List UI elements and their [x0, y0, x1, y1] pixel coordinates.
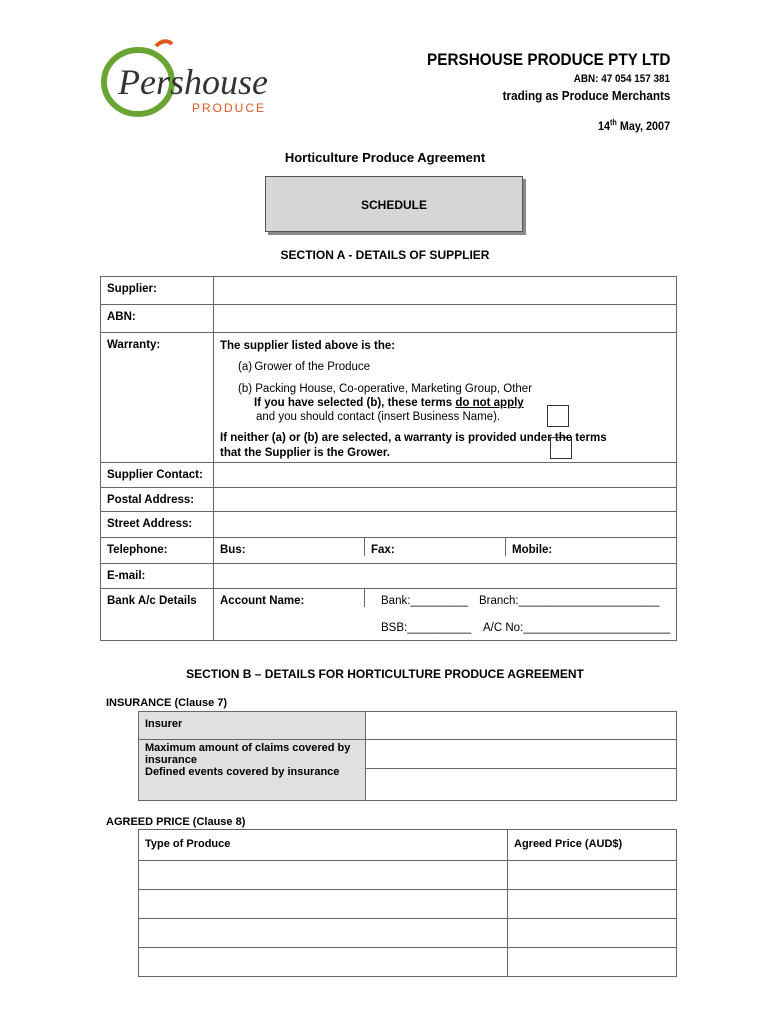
- insurer-field[interactable]: [366, 712, 677, 740]
- supplier-label: Supplier:: [101, 277, 214, 305]
- branch-field[interactable]: Branch:______________________: [479, 595, 660, 607]
- document-date: 14th May, 2007: [597, 118, 670, 133]
- postal-address-field[interactable]: [214, 488, 677, 512]
- supplier-contact-field[interactable]: [214, 463, 677, 488]
- street-address-label: Street Address:: [101, 512, 214, 538]
- logo-sub: PRODUCE: [192, 101, 267, 115]
- warranty-footer-2: that the Supplier is the Grower.: [220, 447, 390, 459]
- email-field[interactable]: [214, 564, 677, 589]
- email-label: E-mail:: [101, 564, 214, 589]
- option-a-label: (a) Grower of the Produce: [238, 361, 371, 373]
- account-name-field[interactable]: Account Name:: [214, 589, 365, 607]
- price-cell[interactable]: [508, 861, 677, 890]
- bank-field[interactable]: Bank:_________: [381, 595, 468, 607]
- section-b-title: SECTION B – DETAILS FOR HORTICULTURE PRODUCE AGREEMENT: [186, 667, 584, 681]
- price-cell[interactable]: [508, 890, 677, 919]
- supplier-field[interactable]: [214, 277, 677, 305]
- street-address-field[interactable]: [214, 512, 677, 538]
- price-cell[interactable]: [508, 919, 677, 948]
- telephone-label: Telephone:: [101, 538, 214, 564]
- produce-cell[interactable]: [139, 919, 508, 948]
- company-logo: [98, 38, 278, 124]
- defined-events-label: Defined events covered by insurance: [145, 766, 340, 778]
- produce-cell[interactable]: [139, 861, 508, 890]
- mobile-field[interactable]: Mobile:: [512, 544, 553, 556]
- warranty-intro: The supplier listed above is the:: [220, 340, 396, 352]
- supplier-contact-label: Supplier Contact:: [101, 463, 214, 488]
- logo-word: Pershouse: [118, 62, 268, 102]
- bank-details-label: Bank A/c Details: [101, 589, 214, 641]
- fax-field[interactable]: Fax:: [365, 538, 506, 556]
- produce-cell[interactable]: [139, 948, 508, 977]
- type-of-produce-header: Type of Produce: [139, 830, 508, 861]
- agreed-price-header: Agreed Price (AUD$): [508, 830, 677, 861]
- bus-field[interactable]: Bus:: [214, 538, 365, 556]
- price-cell[interactable]: [508, 948, 677, 977]
- bsb-field[interactable]: BSB:__________: [381, 622, 472, 634]
- supplier-details-table: [100, 276, 677, 641]
- insurance-details-fields: [366, 740, 677, 801]
- agreed-price-table: [138, 829, 677, 977]
- warranty-label: Warranty:: [101, 333, 214, 463]
- acno-field[interactable]: A/C No:_______________________: [483, 622, 671, 634]
- schedule-label: SCHEDULE: [360, 198, 427, 212]
- schedule-box: [265, 176, 523, 232]
- insurance-details-labels: [139, 740, 366, 801]
- telephone-cell: [214, 538, 677, 564]
- insurance-table: [138, 711, 677, 801]
- abn-field[interactable]: [214, 305, 677, 333]
- insurance-heading: INSURANCE (Clause 7): [106, 697, 228, 709]
- warranty-footer-1: If neither (a) or (b) are selected, a warranty is provided under the terms: [220, 432, 607, 444]
- postal-address-label: Postal Address:: [101, 488, 214, 512]
- document-title: Horticulture Produce Agreement: [284, 150, 486, 165]
- produce-cell[interactable]: [139, 890, 508, 919]
- price-heading: AGREED PRICE (Clause 8): [106, 816, 246, 828]
- warranty-cell: [214, 333, 677, 463]
- max-claims-field[interactable]: [366, 740, 676, 769]
- company-name: PERSHOUSE PRODUCE PTY LTD: [426, 50, 670, 69]
- abn-label: ABN:: [101, 305, 214, 333]
- bank-details-cell: [214, 589, 677, 641]
- company-abn: ABN: 47 054 157 381: [573, 73, 670, 85]
- option-b-note-2: and you should contact (insert Business Name).: [256, 411, 501, 423]
- defined-events-field[interactable]: [366, 769, 676, 800]
- max-claims-label: Maximum amount of claims covered by insurance: [145, 742, 351, 766]
- insurer-label: Insurer: [139, 712, 366, 740]
- option-b-note: If you have selected (b), these terms do not apply: [254, 397, 524, 409]
- option-a-checkbox[interactable]: [547, 405, 569, 427]
- trading-as: trading as Produce Merchants: [502, 88, 670, 103]
- section-a-title: SECTION A - DETAILS OF SUPPLIER: [280, 248, 490, 262]
- option-b-label: (b) Packing House, Co-operative, Marketing Group, Other: [238, 383, 533, 395]
